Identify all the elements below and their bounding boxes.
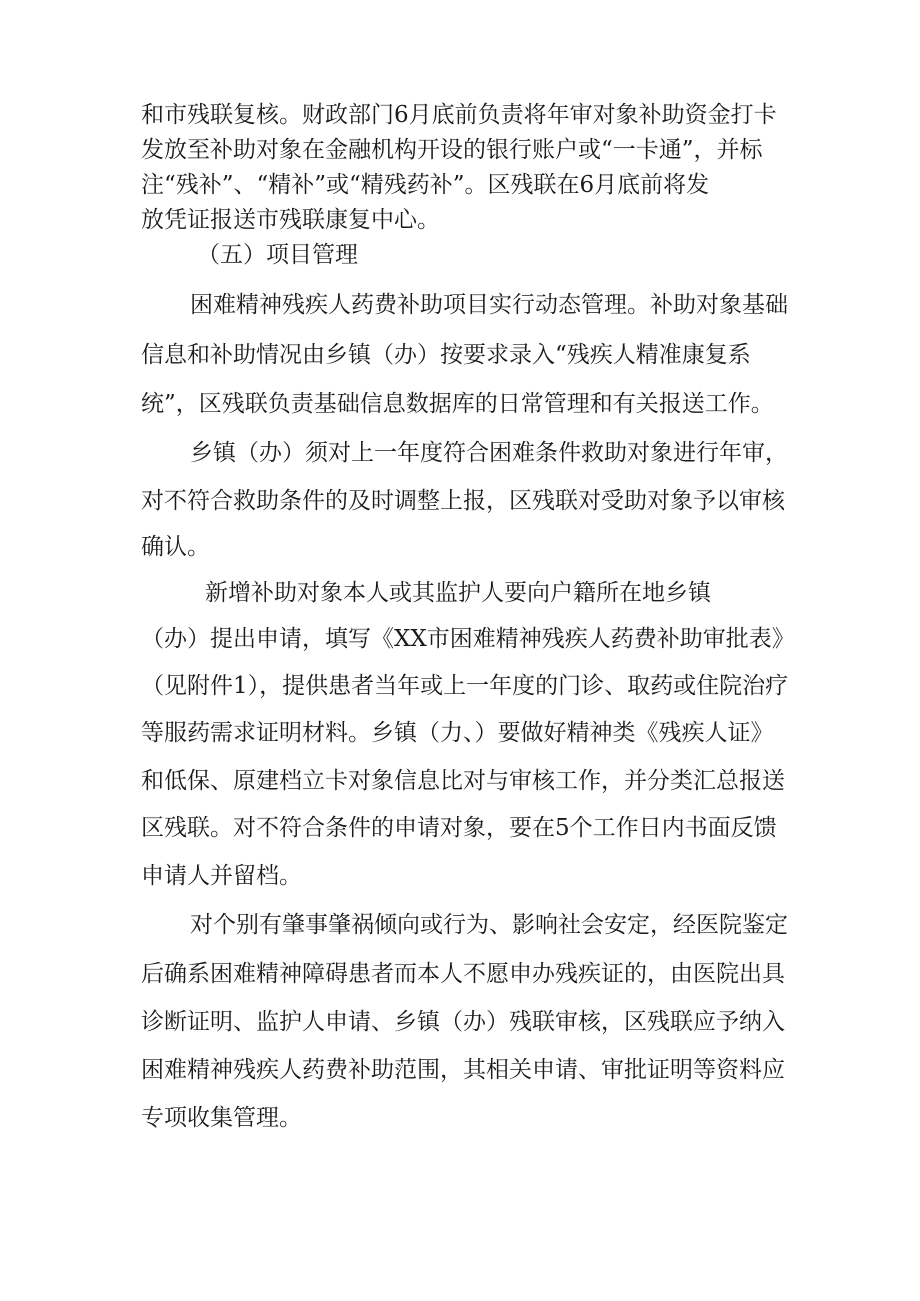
text-line: 申请人并留档。: [141, 863, 302, 889]
text-line: 困难精神残疾人药费补助范围，其相关申请、审批证明等资料应: [141, 1057, 785, 1083]
text-line: 新增补助对象本人或其监护人要向户籍所在地乡镇: [205, 580, 711, 606]
text-line: 信息和补助情况由乡镇（办）按要求录入“残疾人精准康复系: [141, 342, 751, 368]
text-line: 确认。: [141, 534, 210, 560]
text-line: 放凭证报送市残联康复中心。: [141, 207, 440, 233]
text-line: 专项收集管理。: [141, 1105, 302, 1131]
text-line: 后确系困难精神障碍患者而本人不愿申办残疾证的，由医院出具: [141, 961, 785, 987]
text-line: 等服药需求证明材料。乡镇（力、）要做好精神类《残疾人证》: [141, 720, 774, 746]
text-line: 对不符合救助条件的及时调整上报，区残联对受助对象予以审核: [141, 488, 785, 514]
text-line: 和低保、原建档立卡对象信息比对与审核工作，并分类汇总报送: [141, 768, 785, 794]
section-heading: （五）项目管理: [197, 242, 358, 268]
text-line: 和市残联复核。财政部门6月底前负责将年审对象补助资金打卡: [141, 102, 777, 128]
text-line: （办）提出申请，填写《XX市困难精神残疾人药费补助审批表》: [141, 626, 795, 652]
text-line: 诊断证明、监护人申请、乡镇（办）残联审核，区残联应予纳入: [141, 1009, 785, 1035]
text-line: 注“残补”、“精补”或“精残药补”。区残联在6月底前将发: [141, 172, 710, 198]
text-line: 乡镇（办）须对上一年度符合困难条件救助对象进行年审，: [190, 440, 788, 466]
text-line: 统”，区残联负责基础信息数据库的日常管理和有关报送工作。: [141, 391, 774, 417]
text-line: 对个别有肇事肇祸倾向或行为、影响社会安定，经医院鉴定: [190, 912, 788, 938]
text-line: （见附件1），提供患者当年或上一年度的门诊、取药或住院治疗: [141, 673, 789, 699]
text-line: 区残联。对不符合条件的申请对象，要在5个工作日内书面反馈: [141, 815, 777, 841]
text-line: 困难精神残疾人药费补助项目实行动态管理。补助对象基础: [190, 292, 788, 318]
text-line: 发放至补助对象在金融机构开设的银行账户或“一卡通”，并标: [141, 137, 763, 163]
